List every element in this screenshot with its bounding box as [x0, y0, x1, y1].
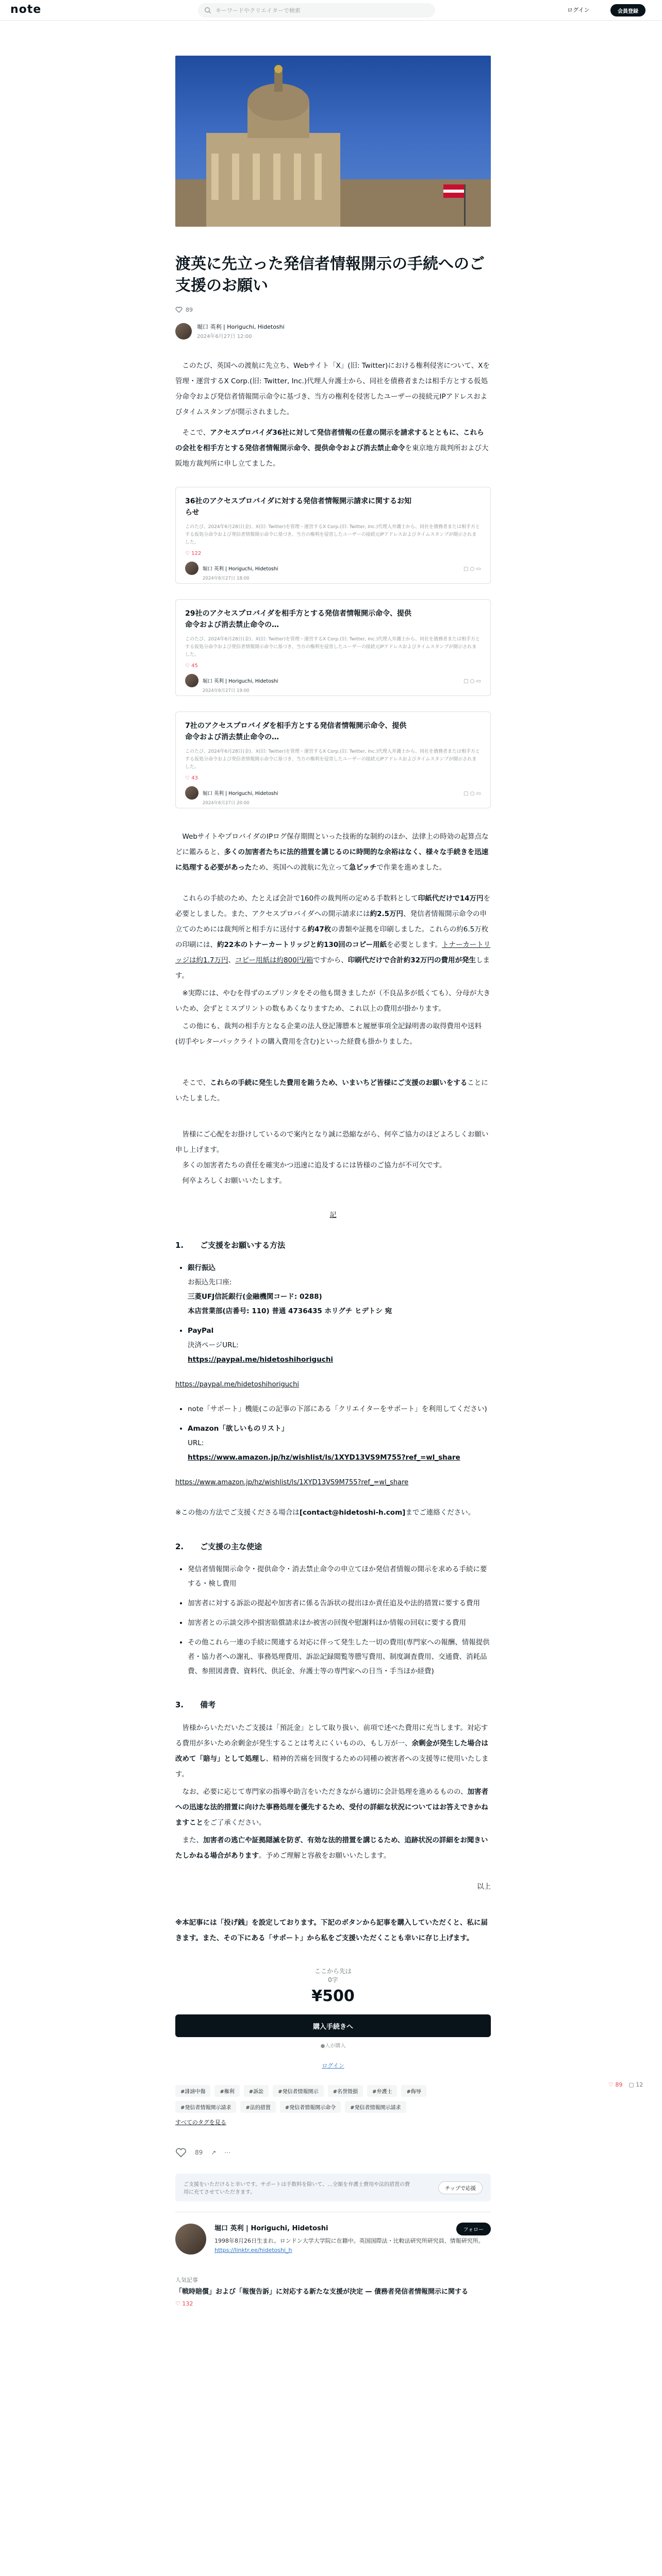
- action-like-count: 89: [195, 2149, 203, 2156]
- tag[interactable]: #法的措置: [240, 2101, 275, 2113]
- card-action-icons[interactable]: □ ○ ▭: [464, 566, 481, 572]
- card-date: 2024年6月27日 18:00: [203, 576, 250, 581]
- paragraph: そこで、アクセスプロバイダ36社に対して発信者情報の任意の開示を請求するとともに、これらの会社を相手方とする発信者情報開示命令、提供命令および消去禁止命令を東京地方裁判所および大阪地方裁判所に申し立てました。: [175, 429, 489, 468]
- paragraph: この他にも、裁判の相手方となる企業の法人登記簿謄本と履歴事項全記録明書の取得費用や送料(切手やレターパックライトの購入費用を含む)といった経費も掛かりました。: [175, 1022, 482, 1046]
- share-icon[interactable]: ↗: [211, 2149, 217, 2156]
- paragraph: ※この他の方法でご支援くださる場合は[contact@hidetoshi-h.com]までご連絡ください。: [175, 1509, 475, 1517]
- top-nav: [0, 0, 662, 21]
- hero-building-illustration: [175, 56, 491, 227]
- support-methods-list: [175, 1261, 491, 1367]
- author-name[interactable]: 堀口 英利 | Horiguchi, Hidetoshi: [197, 324, 285, 330]
- signup-button[interactable]: 会員登録: [610, 4, 646, 16]
- search-bar[interactable]: [198, 3, 435, 18]
- list-item: • 発信者情報開示命令・提供命令・消去禁止命令の申立てほか発信者情報の開示を求める手続に要する・検し費用: [188, 1562, 491, 1591]
- section-heading: 1. ご支援をお願いする方法: [175, 1241, 286, 1250]
- paragraph: ※本記事には「投げ銭」を設定しております。下記のボタンから記事を購入していただくと、私に届きます。また、その下にある「サポート」から私をご支援いただくことも幸いに存じ上げます。: [175, 1919, 488, 1942]
- profile-avatar[interactable]: [175, 2224, 206, 2255]
- card-author: 堀口 英利 | Horiguchi, Hidetoshi: [203, 566, 278, 572]
- embed-card[interactable]: [175, 599, 491, 696]
- card-title: 29社のアクセスプロバイダを相手方とする発信者情報開示命令、提供命令および消去禁止命令の…: [185, 609, 412, 629]
- author-row[interactable]: [175, 323, 491, 340]
- profile-desc: 1998年8月26日生まれ。ロンドン大学大学院に在籍中。英国国際法・比較法研究所研究員、情報研究所。 https://linktr.ee/hidetoshi_h: [214, 2238, 484, 2253]
- search-icon: [204, 7, 211, 14]
- card-likes: ♡ 43: [185, 775, 198, 781]
- heart-icon[interactable]: [175, 2147, 187, 2158]
- tip-button[interactable]: チップで応援: [438, 2181, 483, 2194]
- search-placeholder: キーワードやクリエイターで検索: [216, 7, 301, 14]
- tag[interactable]: #発信者情報開示命令: [280, 2101, 341, 2113]
- card-likes: ♡ 122: [185, 551, 202, 556]
- author-profile: [175, 2212, 491, 2255]
- like-count: 89: [186, 306, 193, 313]
- tag[interactable]: #権利: [214, 2085, 239, 2097]
- support-methods-list: [175, 1402, 491, 1465]
- publish-date: 2024年6月27日 12:00: [197, 334, 252, 340]
- related-title[interactable]: 「戦時賠償」および「報復告訴」に対応する新たな支援が決定 — 債務者発信者情報開示に関する: [175, 2288, 469, 2296]
- card-author: 堀口 英利 | Horiguchi, Hidetoshi: [203, 791, 278, 796]
- likes-row: [175, 306, 491, 313]
- paragraph: このたび、英国への渡航に先立ち、Webサイト「X」(旧: Twitter)における権利侵害について、Xを管理・運営するX Corp.(旧: Twitter, Inc.)代理人弁護士から、同社を債務者または相手方とする仮処分命令および発信者情報開示命令に基づき、当方の権利を侵害したユーザーの接続元IPアドレスおよびタイムスタンプが開示されました。: [175, 362, 490, 416]
- card-avatar: [185, 674, 198, 687]
- card-desc: このたび、2024年6月28日(金)、X(旧: Twitter)を管理・運営するX Corp.(旧: Twitter, Inc.)代理人弁護士から、同社を債務者または相手方とする仮処分命令および発信者情報開示命令に基づき、当方の権利を侵害したユーザーの接続元IPアドレスおよびタイムスタンプが開示されました。: [185, 524, 481, 545]
- tag[interactable]: #名誉毀損: [328, 2085, 363, 2097]
- tag-list: [175, 2085, 491, 2113]
- author-avatar[interactable]: [175, 323, 192, 340]
- card-avatar: [185, 562, 198, 575]
- login-link[interactable]: ログイン: [567, 7, 590, 13]
- paragraph: また、加害者の逃亡や証拠隠滅を防ぎ、有効な法的措置を講じるため、追跡状況の詳細をお聞きいたしかねる場合があります。予めご理解と容赦をお願いいたします。: [175, 1836, 488, 1860]
- paragraph: なお、必要に応じて専門家の指導や助言をいただきながら適切に会計処理を進めるものの、加害者への迅速な法的措置に向けた事務処理を優先するため、受付の詳細な状況についてはお答えできかねますことをご了承ください。: [175, 1788, 488, 1827]
- card-desc: このたび、2024年6月28日(金)、X(旧: Twitter)を管理・運営するX Corp.(旧: Twitter, Inc.)代理人弁護士から、同社を債務者または相手方とする仮処分命令および発信者情報開示命令に基づき、当方の権利を侵害したユーザーの接続元IPアドレスおよびタイムスタンプが開示されました。: [185, 637, 481, 657]
- price: ¥500: [311, 1987, 355, 2005]
- card-action-icons[interactable]: □ ○ ▭: [464, 679, 481, 684]
- card-desc: このたび、2024年6月28日(金)、X(旧: Twitter)を管理・運営するX Corp.(旧: Twitter, Inc.)代理人弁護士から、同社を債務者または相手方とする仮処分命令および発信者情報開示命令に基づき、当方の権利を侵害したユーザーの接続元IPアドレスおよびタイムスタンプが開示されました。: [185, 749, 481, 770]
- card-likes: ♡ 45: [185, 663, 198, 669]
- tag[interactable]: #侮辱: [401, 2085, 426, 2097]
- paywall: [175, 1967, 491, 2070]
- card-action-icons[interactable]: □ ○ ▭: [464, 791, 481, 796]
- list-item: • 加害者との示談交渉や損害賠償請求ほか被害の回復や慰謝料ほか情報の回収に要する費用: [188, 1616, 491, 1630]
- support-text: ご支援をいただけると幸いです。サポートは手数料を除いて、…全額を弁護士費用や法的措置の費用に充てさせていただきます。: [184, 2182, 410, 2195]
- list-item: • note「サポート」機能(この記事の下部にある「クリエイターをサポート」を利用してください): [188, 1402, 491, 1416]
- all-tags-link[interactable]: すべてのタグを見る: [175, 2119, 226, 2126]
- uses-list: [175, 1562, 491, 1679]
- card-date: 2024年6月27日 19:00: [203, 688, 250, 693]
- follow-button[interactable]: フォロー: [456, 2223, 491, 2235]
- action-bar: [175, 2147, 491, 2158]
- more-icon[interactable]: ⋯: [224, 2149, 231, 2156]
- amazon-link[interactable]: https://www.amazon.jp/hz/wishlist/ls/1XYD13VS9M755?ref_=wl_share: [188, 1453, 460, 1462]
- paywall-note: ここから先は: [314, 1968, 352, 1975]
- tag[interactable]: #誹謗中傷: [175, 2085, 210, 2097]
- paywall-chars: 0字: [328, 1976, 338, 1984]
- related-likes: ♡ 132: [175, 2300, 193, 2307]
- tag[interactable]: #発信者情報開示: [273, 2085, 323, 2097]
- article-body: [175, 358, 491, 1946]
- ijo-marker: 以上: [477, 1883, 491, 1891]
- buy-button[interactable]: 購入手続きへ: [175, 2014, 491, 2037]
- tag[interactable]: #発信者情報開示請求: [345, 2101, 406, 2113]
- related-label: 人気記事: [175, 2277, 198, 2283]
- profile-name[interactable]: 堀口 英利 | Horiguchi, Hidetoshi: [214, 2225, 328, 2232]
- ki-marker: 記: [329, 1211, 337, 1219]
- float-like[interactable]: ♡ 89: [608, 2081, 623, 2088]
- article-title: 渡英に先立った発信者情報開示の手続へのご支援のお願い: [175, 256, 485, 294]
- embed-card[interactable]: [175, 487, 491, 584]
- article: [175, 56, 491, 2307]
- list-item: • 加害者に対する訴訟の提起や加害者に係る告訴状の提出ほか責任追及や法的措置に要する費用: [188, 1596, 491, 1611]
- paragraph: 皆様にご心配をお掛けしているので案内となり誠に恐縮ながら、何卒ご協力のほどよろしくお願い申し上げます。 多くの加害者たちの責任を確実かつ迅速に追及するには皆様のご協力が不可欠です。 何卒よろしくお願いいたします。: [175, 1130, 489, 1185]
- card-title: 7社のアクセスプロバイダを相手方とする発信者情報開示命令、提供命令および消去禁止命令の…: [185, 722, 407, 741]
- paypal-url-link[interactable]: https://paypal.me/hidetoshihoriguchi: [175, 1381, 299, 1388]
- list-item: • PayPal 決済ページURL: https://paypal.me/hidetoshihoriguchi: [188, 1324, 491, 1367]
- tag[interactable]: #発信者情報開示請求: [175, 2101, 236, 2113]
- list-item: • 銀行振込 お振込先口座: 三菱UFJ信託銀行(金融機関コード: 0288) 本店営業部(店番号: 110) 普通 4736435 ホリグチ ヒデトシ 宛: [188, 1261, 491, 1318]
- float-comment[interactable]: ▢ 12: [628, 2081, 643, 2088]
- tag[interactable]: #弁護士: [367, 2085, 397, 2097]
- tag[interactable]: #訴訟: [244, 2085, 269, 2097]
- amazon-url-link[interactable]: https://www.amazon.jp/hz/wishlist/ls/1XYD13VS9M755?ref_=wl_share: [175, 1479, 409, 1486]
- floating-actions: [608, 2081, 643, 2088]
- paragraph: これらの手続のため、たとえば会計で160件の裁判所の定める手数料として印紙代だけで14万円を必要としました。また、アクセスプロバイダへの開示請求には約2.5万円、発信者情報開示命令の申立てのためには裁判所と相手方に送付する約47枚の書類や証拠を印刷しました。これらの約6.5万枚の印刷には、約22本のトナーカートリッジと約130回のコピー用紙を必要とします。トナーカートリッジは約1.7万円、コピー用紙は約800円/箱ですから、印刷代だけで合計約32万円の費用が発生します。: [175, 894, 491, 980]
- section-heading: 3. 備考: [175, 1700, 216, 1709]
- list-item: • その他これら一連の手続に関連する対応に伴って発生した一切の費用(専門家への報酬、情報提供者・協力者への謝礼、事務処理費用、訴訟記録閲覧等謄写費用、制度調査費用、交通費、消耗品費、参照図書費、資料代、供託金、弁護士等の専門家への日当・手当ほか経費): [188, 1635, 491, 1679]
- card-avatar: [185, 786, 198, 800]
- card-date: 2024年6月27日 20:00: [203, 801, 250, 806]
- paragraph: そこで、これらの手続に発生した費用を賄うため、いまいちど皆様にご支援のお願いをすることにいたしました。: [175, 1079, 488, 1103]
- card-author: 堀口 英利 | Horiguchi, Hidetoshi: [203, 679, 278, 684]
- login-link[interactable]: ログイン: [322, 2062, 344, 2069]
- profile-link[interactable]: https://linktr.ee/hidetoshi_h: [214, 2247, 292, 2253]
- hero-image: [175, 56, 491, 227]
- note-logo[interactable]: note: [10, 3, 42, 16]
- card-title: 36社のアクセスプロバイダに対する発信者情報開示請求に関するお知らせ: [185, 497, 412, 517]
- related-section: [175, 2276, 491, 2307]
- heart-icon[interactable]: [175, 306, 183, 313]
- buyer-count: ●人が購入: [320, 2043, 346, 2049]
- embed-card[interactable]: [175, 711, 491, 808]
- contact-email[interactable]: [contact@hidetoshi-h.com]: [299, 1509, 406, 1517]
- paypal-link[interactable]: https://paypal.me/hidetoshihoriguchi: [188, 1355, 334, 1364]
- section-heading: 2. ご支援の主な使途: [175, 1542, 262, 1551]
- paragraph: WebサイトやプロバイダのIPログ保存期間といった技術的な制約のほか、法律上の時効の起算点などに鑑みると、多くの加害者たちに法的措置を講じるのに時間的な余裕はなく、様々な手続きを迅速に処理する必要があったため、英国への渡航に先立って急ピッチで作業を進めました。: [175, 833, 489, 872]
- support-box: [175, 2174, 491, 2201]
- list-item: • Amazon「欲しいものリスト」 URL: https://www.amazon.jp/hz/wishlist/ls/1XYD13VS9M755?ref_=wl_share: [188, 1421, 491, 1465]
- paragraph: 皆様からいただいたご支援は「預託金」として取り扱い、前項で述べた費用に充当します。対応する費用が多いため余剰金が発生することは考えにくいものの、もし万が一、余剰金が発生した場合は改めて「賠与」として処理し、精神的苦痛を回復するための同種の被害者への支援等に使用いたします。: [175, 1724, 489, 1778]
- paragraph: ※実際には、やむを得ずのエプリンタをその他も開きましたが（不良品多が低くても）、分母が大きいため、会ずとミスプリントの数もあくなりますため、これ以上の費用が掛かります。: [175, 989, 490, 1013]
